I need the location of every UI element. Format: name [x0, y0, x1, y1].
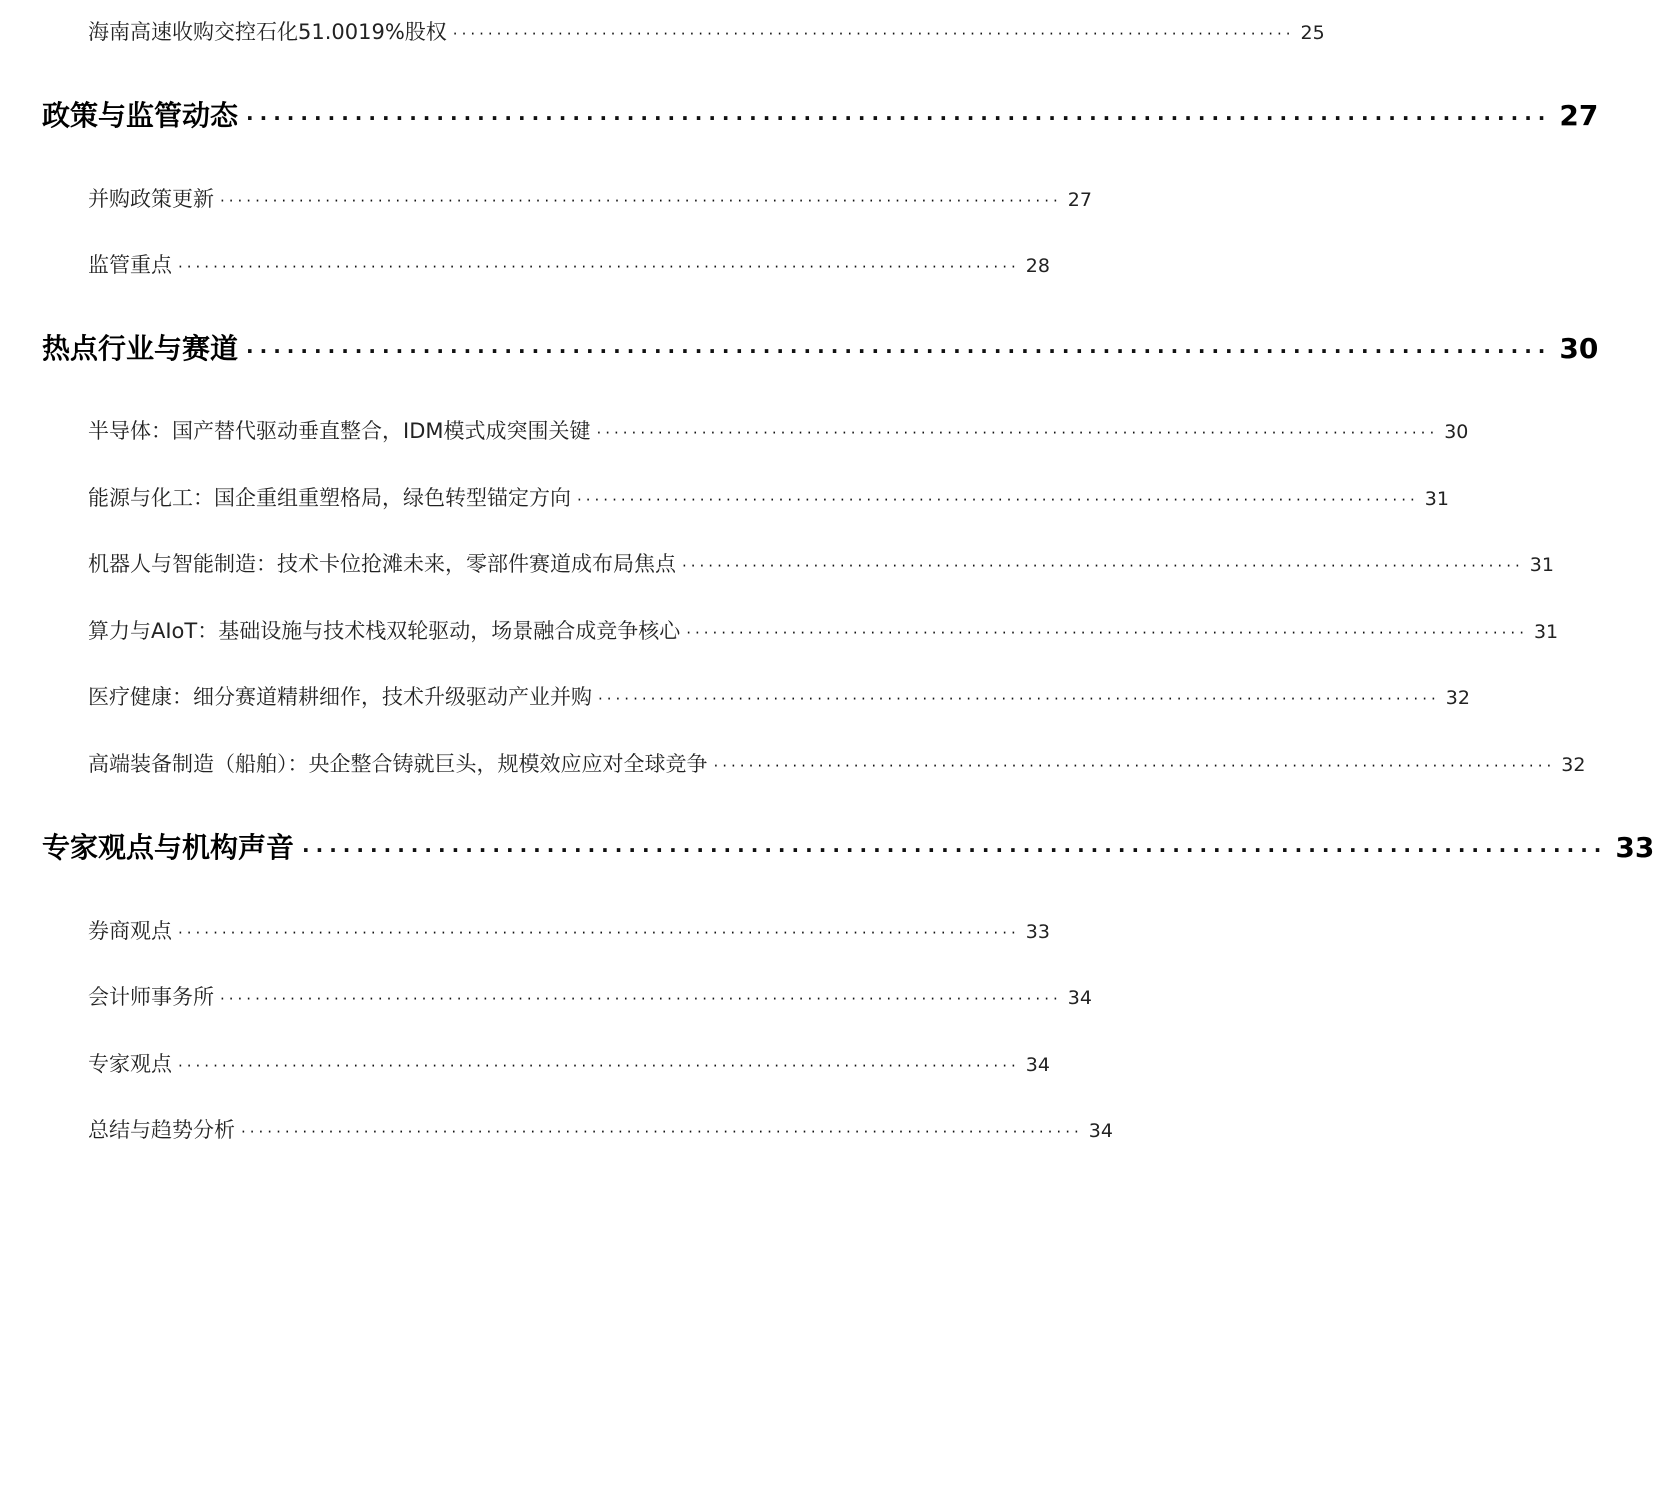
toc-entry[interactable]	[88, 549, 1554, 579]
toc-leader-dots: ································································································	[246, 339, 1552, 363]
toc-entry-label: 机器人与智能制造：技术卡位抢滩未来，零部件赛道成布局焦点	[88, 552, 676, 576]
toc-leader-dots: ································································································	[686, 624, 1528, 642]
toc-leader-dots: ································································································	[178, 1057, 1020, 1075]
toc-entry[interactable]	[88, 483, 1449, 513]
toc-leader-dots: ································································································	[452, 25, 1295, 43]
toc-leader-dots: ································································································	[302, 838, 1608, 862]
toc-entry-label: 医疗健康：细分赛道精耕细作，技术升级驱动产业并购	[88, 685, 592, 709]
toc-entry-label: 会计师事务所	[88, 985, 214, 1009]
toc-entry-label: 半导体：国产替代驱动垂直整合，IDM模式成突围关键	[88, 419, 591, 443]
toc-leader-dots: ································································································	[682, 557, 1524, 575]
toc-entry-label: 海南高速收购交控石化51.0019%股权	[88, 20, 447, 44]
toc-entry-page: 34	[1088, 1120, 1113, 1142]
toc-entry-page: 30	[1444, 421, 1469, 443]
toc-entry[interactable]	[88, 749, 1586, 779]
toc-entry-page: 34	[1025, 1054, 1050, 1076]
toc-entry-label: 并购政策更新	[88, 187, 214, 211]
toc-entry[interactable]	[88, 982, 1092, 1012]
toc-entry-page: 32	[1445, 687, 1470, 709]
toc-entry-page: 31	[1529, 554, 1554, 576]
toc-entry-label: 专家观点	[88, 1052, 172, 1076]
toc-section[interactable]	[42, 329, 1599, 369]
toc-section-page: 27	[1559, 99, 1599, 132]
toc-entry-label: 算力与AIoT：基础设施与技术栈双轮驱动，场景融合成竞争核心	[88, 619, 681, 643]
toc-entry-label: 监管重点	[88, 253, 172, 277]
toc-entry-page: 31	[1533, 621, 1559, 643]
toc-leader-dots: ································································································	[246, 106, 1552, 130]
toc-section-page: 33	[1615, 831, 1654, 864]
toc-leader-dots: ································································································	[220, 192, 1062, 210]
toc-leader-dots: ································································································	[241, 1123, 1083, 1141]
toc-entry[interactable]	[88, 250, 1050, 280]
toc-section-label: 热点行业与赛道	[42, 332, 239, 365]
toc-leader-dots: ································································································	[220, 990, 1062, 1008]
toc-entry-page: 34	[1067, 987, 1092, 1009]
toc-entry[interactable]	[88, 184, 1092, 214]
toc-entry[interactable]	[88, 916, 1050, 946]
toc-entry-page: 31	[1424, 488, 1449, 510]
toc-section[interactable]	[42, 96, 1599, 136]
toc-section-label: 政策与监管动态	[42, 99, 239, 132]
toc-leader-dots: ································································································	[178, 924, 1020, 942]
toc-section-label: 专家观点与机构声音	[42, 831, 295, 864]
toc-section-page: 30	[1559, 332, 1599, 365]
toc-entry-page: 33	[1025, 921, 1050, 943]
toc-entry[interactable]	[88, 1115, 1113, 1145]
toc-leader-dots: ································································································	[577, 491, 1419, 509]
toc-entry[interactable]	[88, 17, 1325, 47]
toc-entry-page: 28	[1025, 255, 1050, 277]
toc-entry[interactable]	[88, 416, 1469, 446]
toc-leader-dots: ································································································	[596, 424, 1439, 442]
toc-leader-dots: ································································································	[713, 757, 1556, 775]
toc-entry-label: 高端装备制造（船舶）：央企整合铸就巨头，规模效应应对全球竞争	[88, 752, 708, 776]
toc-entry-page: 27	[1067, 189, 1092, 211]
toc-leader-dots: ································································································	[178, 258, 1020, 276]
toc-entry-label: 券商观点	[88, 919, 172, 943]
toc-entry-page: 25	[1300, 22, 1325, 44]
toc-entry[interactable]	[88, 682, 1470, 712]
toc-section[interactable]	[42, 828, 1654, 868]
toc-leader-dots: ································································································	[598, 690, 1440, 708]
toc-entry-label: 能源与化工：国企重组重塑格局，绿色转型锚定方向	[88, 486, 571, 510]
toc-entry-label: 总结与趋势分析	[88, 1118, 235, 1142]
toc-entry[interactable]	[88, 1049, 1050, 1079]
toc-entry[interactable]	[88, 616, 1559, 646]
toc-entry-page: 32	[1561, 754, 1586, 776]
